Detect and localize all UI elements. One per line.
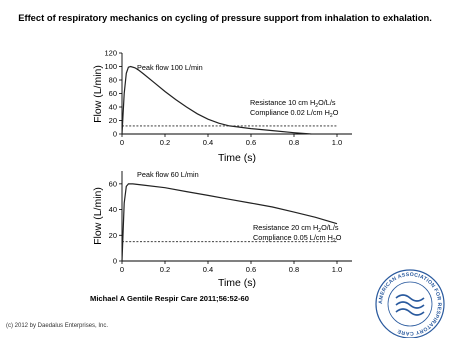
chart-bottom-x-tick-label: 0 — [119, 265, 125, 274]
chart-top-resistance-pre: Resistance 10 cm H — [250, 98, 316, 107]
chart-bottom-peak-label: Peak flow 60 L/min — [137, 170, 199, 179]
citation: Michael A Gentile Respir Care 2011;56:52-60 — [90, 294, 249, 303]
aarc-logo — [376, 270, 444, 338]
copyright: (c) 2012 by Daedalus Enterprises, Inc. — [6, 323, 109, 329]
figure-title: Effect of respiratory mechanics on cycling of pressure support from inhalation to exhalation. — [18, 12, 432, 23]
chart-top-y-tick-label: 40 — [108, 102, 117, 112]
chart-bottom-y-axis-label: Flow (L/min) — [92, 187, 104, 245]
chart-top-y-tick-label: 60 — [108, 89, 117, 99]
chart-top-x-axis-label: Time (s) — [217, 152, 257, 164]
chart-bottom-y-tick-label: 40 — [108, 205, 117, 215]
chart-bottom-x-axis-label: Time (s) — [217, 277, 257, 289]
chart-top-x-tick-label: 0.4 — [202, 138, 214, 147]
chart-bottom — [92, 170, 352, 289]
chart-top-compliance-label — [250, 108, 339, 119]
chart-bottom-x-tick-label: 0.8 — [288, 265, 300, 274]
chart-top-y-axis-label: Flow (L/min) — [92, 65, 104, 123]
chart-bottom-y-ticks — [109, 179, 122, 265]
chart-top-resistance-post: O/L/s — [318, 98, 336, 107]
chart-top-x-tick-label: 0 — [119, 138, 125, 147]
chart-top-y-tick-label: 80 — [108, 75, 117, 85]
chart-bottom-resistance-post: O/L/s — [321, 223, 339, 232]
chart-bottom-y-tick-label: 60 — [108, 179, 117, 189]
chart-bottom-x-tick-label: 1.0 — [331, 265, 343, 274]
chart-top-y-tick-label: 120 — [104, 48, 117, 58]
chart-top-compliance-sub: 2 — [329, 113, 333, 119]
chart-bottom-y-tick-label: 0 — [112, 256, 117, 266]
chart-top-x-tick-label: 1.0 — [331, 138, 343, 147]
chart-top-resistance-sub: 2 — [315, 103, 319, 109]
chart-top-y-tick-label: 20 — [108, 116, 117, 126]
logo-ring-textpath: AMERICAN ASSOCIATION FOR RESPIRATORY CARE — [377, 271, 443, 337]
chart-top-y-tick-label: 100 — [104, 62, 117, 72]
chart-bottom-compliance-pre: Compliance 0.05 L/cm H — [253, 233, 333, 242]
chart-bottom-resistance-pre: Resistance 20 cm H — [253, 223, 319, 232]
chart-bottom-compliance-label — [253, 233, 342, 244]
chart-top-x-tick-label: 0.8 — [288, 138, 300, 147]
chart-bottom-compliance-post: O — [335, 233, 342, 242]
chart-bottom-y-tick-label: 20 — [108, 230, 117, 240]
chart-bottom-x-tick-label: 0.4 — [202, 265, 214, 274]
chart-bottom-x-tick-label: 0.6 — [245, 265, 257, 274]
chart-top-peak-label: Peak flow 100 L/min — [137, 63, 203, 72]
chart-top-x-ticks — [120, 134, 342, 147]
chart-bottom-x-tick-label: 0.2 — [159, 265, 171, 274]
chart-top — [92, 49, 352, 164]
chart-bottom-resistance-sub: 2 — [318, 228, 322, 234]
chart-top-y-ticks — [104, 49, 122, 139]
chart-top-x-tick-label: 0.6 — [245, 138, 257, 147]
chart-bottom-x-ticks — [120, 261, 342, 274]
chart-top-x-tick-label: 0.2 — [159, 138, 171, 147]
chart-bottom-compliance-sub: 2 — [332, 238, 336, 244]
chart-top-compliance-pre: Compliance 0.02 L/cm H — [250, 108, 330, 117]
chart-top-y-tick-label: 0 — [112, 129, 117, 139]
chart-top-compliance-post: O — [332, 108, 339, 117]
